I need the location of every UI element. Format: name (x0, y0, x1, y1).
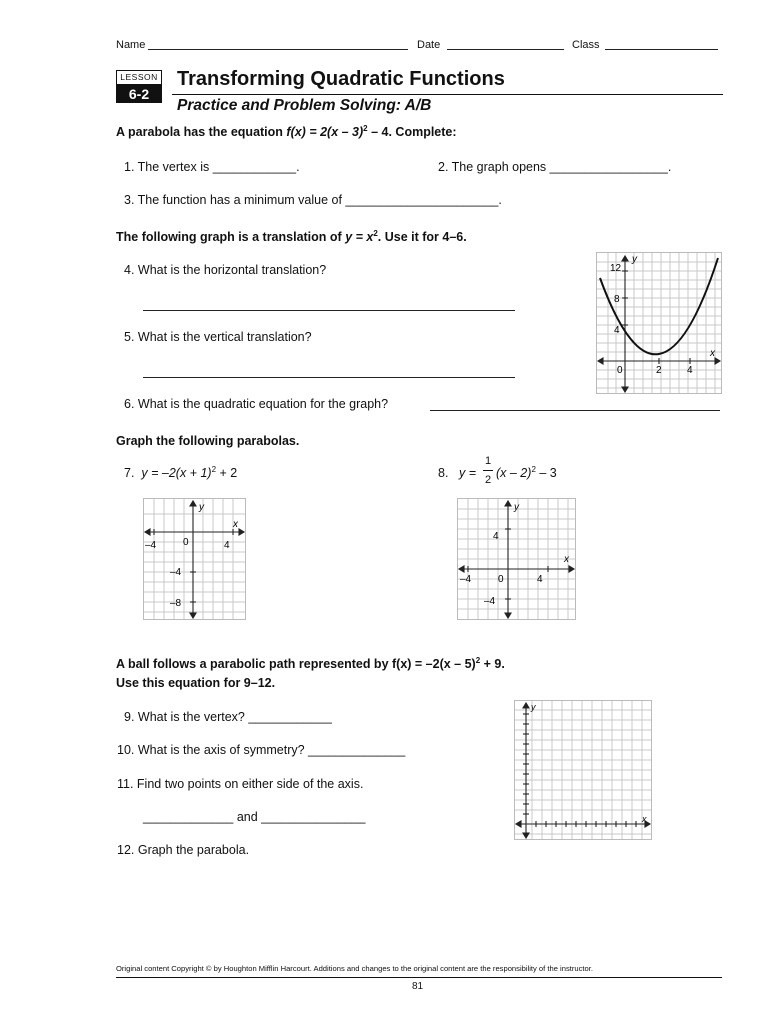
tick-y-4: 4 (614, 325, 620, 336)
section4-intro-line2: Use this equation for 9–12. (116, 676, 276, 690)
question-9: 9. What is the vertex? ____________ (124, 710, 332, 724)
question-8-number: 8. (438, 466, 449, 480)
name-label: Name (116, 39, 146, 51)
answer-line-6[interactable] (430, 410, 720, 411)
tick-y-neg8: –8 (170, 598, 182, 609)
page-title: Transforming Quadratic Functions (177, 68, 505, 90)
question-2: 2. The graph opens _________________. (438, 160, 672, 174)
tick-y-4: 4 (493, 531, 499, 542)
class-label: Class (572, 39, 600, 51)
copyright-text: Original content Copyright © by Houghton Mifflin Harcourt. Additions and changes to the original content are the responsibility of the instructor. (116, 964, 593, 973)
lesson-number: 6-2 (116, 85, 162, 103)
question-8-lhs: y = (459, 466, 477, 480)
graph-ball-path (514, 700, 652, 840)
date-label: Date (417, 39, 441, 51)
page-subtitle: Practice and Problem Solving: A/B (177, 97, 432, 114)
tick-x-4: 4 (224, 540, 230, 551)
question-1: 1. The vertex is ____________. (124, 160, 300, 174)
tick-y-8: 8 (614, 294, 620, 305)
question-8-frac-den: 2 (485, 474, 492, 486)
footer-divider (116, 977, 722, 978)
question-7: 7. $y = -2(x + 1)^2 + 2$ (124, 465, 238, 480)
tick-x-2: 2 (656, 365, 662, 376)
tick-x-neg4: –4 (460, 574, 472, 585)
origin-label: 0 (498, 574, 504, 585)
title-divider (172, 94, 723, 95)
y-axis-label: y (514, 502, 519, 513)
question-10: 10. What is the axis of symmetry? ______________ (117, 743, 406, 757)
date-field[interactable] (447, 49, 564, 50)
question-6: 6. What is the quadratic equation for the graph? (124, 397, 389, 411)
lesson-label: LESSON (116, 70, 162, 85)
origin-label: 0 (617, 365, 623, 376)
page-number: 81 (412, 981, 424, 992)
graph-8 (457, 498, 576, 620)
x-axis-label: x (233, 519, 238, 530)
graph-7 (143, 498, 246, 620)
question-4: 4. What is the horizontal translation? (124, 263, 327, 277)
tick-x-neg4: –4 (145, 540, 157, 551)
y-axis-label: y (632, 254, 637, 265)
origin-label: 0 (183, 537, 189, 548)
answer-line-5[interactable] (143, 377, 515, 378)
x-axis-label: x (710, 348, 715, 359)
answer-line-4[interactable] (143, 310, 515, 311)
y-axis-label: y (199, 502, 204, 513)
section2-intro: The following graph is a translation of $y = x^2$. Use it for 4–6. (116, 229, 467, 244)
tick-y-12: 12 (610, 263, 622, 274)
tick-x-4: 4 (537, 574, 543, 585)
question-12: 12. Graph the parabola. (117, 843, 250, 857)
graph-frame (144, 499, 246, 620)
fraction-bar (483, 470, 493, 471)
name-field[interactable] (148, 49, 408, 50)
tick-y-neg4: –4 (484, 596, 496, 607)
class-field[interactable] (605, 49, 718, 50)
section4-intro: A ball follows a parabolic path represented by f(x) = –2(x – 5)$^2$ + 9. (116, 656, 505, 671)
translation-graph (596, 252, 722, 394)
y-axis-label: y (531, 702, 536, 712)
x-axis-label: x (564, 554, 569, 565)
tick-x-4: 4 (687, 365, 693, 376)
question-8-rhs: (x – 2)$^2$ – 3 (496, 465, 557, 480)
section3-heading: Graph the following parabolas. (116, 434, 300, 448)
x-axis-label: x (642, 814, 647, 824)
question-5: 5. What is the vertical translation? (124, 330, 312, 344)
lesson-badge (116, 70, 162, 103)
question-11-answer: _____________ and _______________ (143, 810, 366, 824)
question-8-frac-num: 1 (485, 455, 492, 467)
section1-intro: A parabola has the equation f(x) = 2(x – 3)$^2$ – 4. Complete: (116, 124, 457, 139)
question-3: 3. The function has a minimum value of ______________________. (124, 193, 502, 207)
question-11: 11. Find two points on either side of the axis. (117, 777, 364, 791)
tick-y-neg4: –4 (170, 567, 182, 578)
